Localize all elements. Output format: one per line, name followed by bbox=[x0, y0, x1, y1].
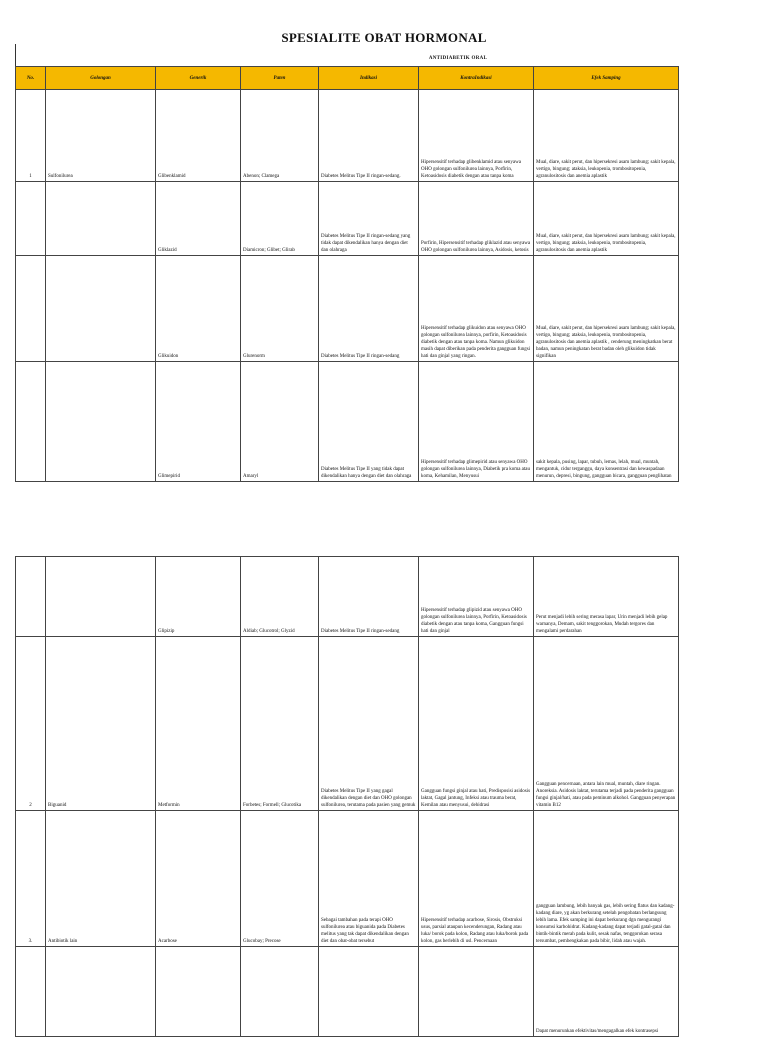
cell-kontraindikasi: Hipersensitif terhadap acarbose, Sirosis, Obstruksi usus, parsial ataupun kecenderungan, Radang atau luka/ borok pada kolon, Radang atau luka/borok pada kolon, gas berlebih di usl. Pencernaan bbox=[419, 811, 534, 947]
cell-kontraindikasi: Gangguan fungsi ginjal atau hati, Predisposisi asidosis laktat, Gagal jantung, Infeksi atau trauma berat, Kemilan atau menyusui, dehidrasi bbox=[419, 637, 534, 811]
cell-paten: Glucobay; Precose bbox=[241, 811, 319, 947]
cell-kontraindikasi: Hipersensitif terhadap glikuidon atau senyawa OHO golongan sulfonilurea lainnya, porfirin, Ketoasidosis diabetik dengan atau tanpa koma. Namun glikuidon masih dapat diberikan pada penderita gangguan fungsi hati dan ginjal yang ringan. bbox=[419, 256, 534, 362]
cell-indikasi: Diabetes Melitus Tipe II ringan-sedang yang tidak dapat dikendalikan hanya dengan diet dan olahraga bbox=[319, 182, 419, 256]
cell-paten: Amaryl bbox=[241, 362, 319, 482]
cell-generik: Glibenklamid bbox=[156, 90, 241, 182]
drug-table-1 bbox=[15, 66, 679, 482]
cell-efek-samping: Mual, diare, sakit perut, dan hipersekresi asam lambung; sakit kepala, vertigo, bingung; ataksia, leukopenia, trombositopenia, agranulositosis dan anemia aplastik , cenderung meningkatkan berat badan, namun peningkatan berat badan oleh glikuidon tidak signifikan bbox=[534, 256, 679, 362]
cell-efek-samping: sakit kepala, pusing, lapar, tubuh, lemas, lelah, mual, muntah, mengantuk, cidur terganggu, daya konsentrasi dan kewaspadaan menurun, depresi, bingung, gangguan bicara, gangguan penglihatan bbox=[534, 362, 679, 482]
cell-no bbox=[16, 182, 46, 256]
cell-paten: Aldiab; Glucotrol; Glyzid bbox=[241, 557, 319, 637]
drug-table-2 bbox=[15, 556, 679, 1037]
cell-golongan bbox=[46, 947, 156, 1037]
table-row bbox=[16, 256, 679, 362]
table-row bbox=[16, 637, 679, 811]
cell-indikasi: Diabetes Melitus Tipe II ringan-sedang bbox=[319, 256, 419, 362]
cell-golongan bbox=[46, 256, 156, 362]
cell-indikasi bbox=[319, 947, 419, 1037]
table-header-row bbox=[16, 67, 679, 90]
cell-no bbox=[16, 947, 46, 1037]
cell-kontraindikasi: Hipersensitif terhadap glimepirid atau senyawa OHO golongan sulfonilurea lainnya, Diabetik pra koma atau koma, Kehamilan, Menyusui bbox=[419, 362, 534, 482]
cell-golongan: Biguanid bbox=[46, 637, 156, 811]
cell-generik bbox=[156, 947, 241, 1037]
cell-indikasi: Diabetes Melitus Tipe II yang tidak dapat dikendalikan hanya dengan diet dan olahraga bbox=[319, 362, 419, 482]
header-paten: Paten bbox=[241, 67, 319, 90]
cell-no: 1 bbox=[16, 90, 46, 182]
cell-indikasi: Diabetes Melitus Tipe II yang gagal dikendalikan dengan diet dan OHO golongan sulfonilurea, terutama pada pasien yang gemuk bbox=[319, 637, 419, 811]
cell-generik: Glikuidon bbox=[156, 256, 241, 362]
cell-golongan: Sulfonilurea bbox=[46, 90, 156, 182]
cell-generik: Acarbose bbox=[156, 811, 241, 947]
cell-golongan bbox=[46, 362, 156, 482]
cell-kontraindikasi: Hipersensitif terhadap glibenklamid atau senyawa OHO golongan sulfonilurea lainnya, Porfirin, Ketoasidosis diabetik dengan atau tanpa koma bbox=[419, 90, 534, 182]
header-no: No. bbox=[16, 67, 46, 90]
cell-efek-samping: Gangguan pencernaan, antara lain mual, muntah, diare ringan. Anoreksia. Asidosis laktat, terutama terjadi pada penderita gangguan fungsi ginjal/hati, atau pada peminum alkohol. Gangguan penyerapan vitamin B12 bbox=[534, 637, 679, 811]
cell-indikasi: Diabetes Melitus Tipe II ringan-sedang bbox=[319, 557, 419, 637]
table-row bbox=[16, 182, 679, 256]
cell-kontraindikasi bbox=[419, 947, 534, 1037]
cell-efek-samping: Dapat menurunkan efektivitas/mengagalkan efek kontrasepsi bbox=[534, 947, 679, 1037]
cell-efek-samping: Mual, diare, sakit perut, dan hipersekresi asam lambung; sakit kepala, vertigo, bingung; ataksia, leukopenia, trombositopenia, agranulositosis dan anemia aplastik bbox=[534, 90, 679, 182]
cell-kontraindikasi: Porfirin, Hipersensitif terhadap gliklazid atau senyawa OHO golongan sulfonilurea lainnya, Asidosis, ketosis bbox=[419, 182, 534, 256]
header-indikasi: Indikasi bbox=[319, 67, 419, 90]
header-kontraindikasi: KontraIndikasi bbox=[419, 67, 534, 90]
cell-golongan bbox=[46, 557, 156, 637]
cell-no bbox=[16, 362, 46, 482]
header-golongan: Golongan bbox=[46, 67, 156, 90]
cell-kontraindikasi: Hipersensitif terhadap glipizid atau senyawa OHO golongan sulfonilurea lainnya, Porfirin, Ketoasidosis diabetik dengan atau tanpa koma, Gangguan fungsi hati dan ginjal bbox=[419, 557, 534, 637]
cell-generik: Gliklazid bbox=[156, 182, 241, 256]
left-border-line bbox=[15, 44, 16, 66]
cell-generik: Glimepirid bbox=[156, 362, 241, 482]
cell-paten: Forbetes; Formell; Glucotika bbox=[241, 637, 319, 811]
cell-efek-samping: Mual, diare, sakit perut, dan hipersekresi asam lambung; sakit kepala, vertigo, bingung; ataksia, leukopenia, trombositopenia, agranulositosis dan anemia aplastik bbox=[534, 182, 679, 256]
table-row bbox=[16, 362, 679, 482]
cell-no bbox=[16, 557, 46, 637]
cell-generik: Glipizip bbox=[156, 557, 241, 637]
table-row bbox=[16, 947, 679, 1037]
cell-paten bbox=[241, 947, 319, 1037]
cell-paten: Diamicron; Glibet; Glirab bbox=[241, 182, 319, 256]
table-row bbox=[16, 811, 679, 947]
cell-paten: Abenon; Clamega bbox=[241, 90, 319, 182]
table-row bbox=[16, 557, 679, 637]
header-efek-samping: Efek Samping bbox=[534, 67, 679, 90]
cell-indikasi: Sebagai tambahan pada terapi OHO sulfonilurea atau biguanida pada Diabetes melitus yang tak dapat dikendalikan dengan diet dan obat-obat tersebut bbox=[319, 811, 419, 947]
table-row bbox=[16, 90, 679, 182]
header-generik: Generik bbox=[156, 67, 241, 90]
cell-paten: Glurenorm bbox=[241, 256, 319, 362]
cell-golongan: Antibiotik lain bbox=[46, 811, 156, 947]
cell-no: 3. bbox=[16, 811, 46, 947]
cell-golongan bbox=[46, 182, 156, 256]
cell-efek-samping: Perut menjadi lebih sering merasa lapar, Urin menjadi lebih gelap warnanya, Demam, sakit tenggorokan, Mudah tergores dan mengalami perdarahan bbox=[534, 557, 679, 637]
page-subtitle: ANTIDIABETIK ORAL bbox=[428, 56, 488, 61]
cell-efek-samping: gangguan lambung, lebih banyak gas, lebih sering flatus dan kadang-kadang diare, yg akan berkurang setelah pengobatan berlangsung lebih lama. Efek samping ini dapat berkurang dgn mengurangi konsumsi karbohidrat. Kadang-kadang dapat terjadi gatal-gatal dan bintik-bintik merah pada kulit, sesak nafas, tenggorokan serasa tersumbat, pembengkakan pada bibir, lidah atau wajah. bbox=[534, 811, 679, 947]
cell-indikasi: Diabetes Melitus Tipe II ringan-sedang. bbox=[319, 90, 419, 182]
cell-no: 2 bbox=[16, 637, 46, 811]
cell-no bbox=[16, 256, 46, 362]
page-title: SPESIALITE OBAT HORMONAL bbox=[281, 30, 487, 45]
cell-generik: Metformin bbox=[156, 637, 241, 811]
